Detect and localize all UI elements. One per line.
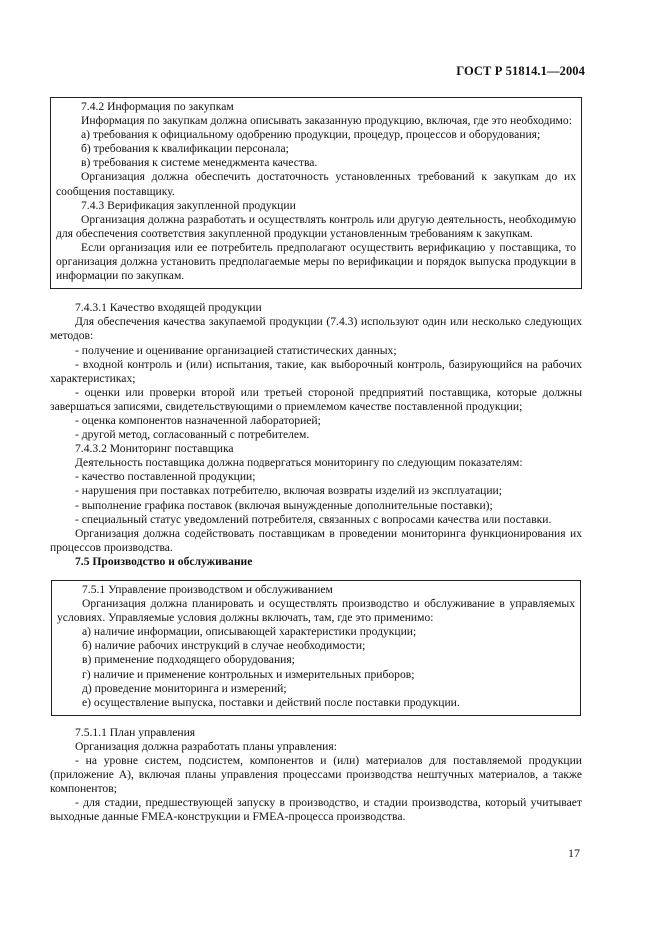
list-item: в) применение подходящего оборудования; [82, 653, 295, 667]
clause-heading: 7.4.2 Информация по закупкам [81, 100, 234, 113]
paragraph: Организация должна обеспечить достаточность установленных требований к закупкам до их сообщения поставщику. [56, 170, 576, 198]
list-item: - на уровне систем, подсистем, компонентов и (или) материалов для поставляемой продукции (приложение А), включая планы управления процессами производства нештучных материалов, а также компонентов; [50, 754, 582, 796]
list-item: - выполнение графика поставок (включая вынужденные дополнительные поставки); [75, 498, 493, 512]
list-item: - специальный статус уведомлений потребителя, связанных с вопросами качества или поставки. [75, 512, 552, 526]
list-item: б) наличие рабочих инструкций в случае необходимости; [82, 639, 366, 653]
list-item: а) наличие информации, описывающей характеристики продукции; [82, 625, 417, 639]
list-item: - нарушения при поставках потребителю, включая возвраты изделий из эксплуатации; [75, 484, 502, 498]
list-item: е) осуществление выпуска, поставки и действий после поставки продукции. [82, 695, 460, 709]
clause-7-5-1-1-section [50, 726, 582, 825]
bordered-clause-7-4-2 [50, 97, 582, 289]
paragraph: Деятельность поставщика должна подвергаться мониторингу по следующим показателям: [75, 456, 523, 470]
list-item: д) проведение мониторинга и измерений; [82, 681, 287, 695]
list-item: - для стадии, предшествующей запуску в производство, и стадии производства, который учитывает выходные данные FMEA-конструкции и FMEA-процесса производства. [50, 796, 582, 824]
list-item: г) наличие и применение контрольных и измерительных приборов; [82, 667, 415, 681]
list-item: - входной контроль и (или) испытания, такие, как выборочный контроль, базирующийся на рабочих характеристиках; [50, 357, 582, 385]
clause-heading: 7.4.3.1 Качество входящей продукции [75, 301, 262, 315]
section-heading: 7.5 Производство и обслуживание [75, 554, 253, 568]
paragraph: Организация должна разработать и осуществлять контроль или другую деятельность, необходимую для обеспечения соответствия закупленной продукции установленным требованиям к закупкам. [56, 212, 576, 240]
page-content [50, 97, 582, 825]
paragraph: Если организация или ее потребитель предполагают осуществить верификацию у поставщика, то организация должна установить предполагаемые меры по верификации и порядок выпуска продукции в информации по закупкам. [56, 240, 576, 283]
clause-heading: 7.5.1.1 План управления [75, 725, 196, 739]
list-item: б) требования к квалификации персонала; [81, 142, 289, 156]
paragraph: Для обеспечения качества закупаемой продукции (7.4.3) используют один или несколько следующих методов: [50, 315, 582, 343]
paragraph: Организация должна разработать планы управления: [75, 739, 337, 753]
paragraph: Организация должна содействовать поставщикам в проведении мониторинга функционирования их процессов производства. [50, 526, 582, 554]
list-item: - оценки или проверки второй или третьей стороной предприятий поставщика, которые должны завершаться записями, свидетельствующими о приемлемом качестве поставленной продукции; [50, 385, 582, 413]
clause-7-4-3-1-section [50, 301, 582, 569]
clause-heading: 7.4.3 Верификация закупленной продукции [81, 198, 296, 212]
clause-heading: 7.4.3.2 Мониторинг поставщика [75, 442, 234, 456]
paragraph: Организация должна планировать и осуществлять производство и обслуживание в управляемых условиях. Управляемые условия должны включать, там, где это применимо: [57, 597, 575, 625]
list-item: - качество поставленной продукции; [75, 470, 256, 484]
standard-header: ГОСТ Р 51814.1—2004 [456, 64, 585, 78]
paragraph: Информация по закупкам должна описывать заказанную продукцию, включая, где это необходимо: [81, 114, 572, 128]
list-item: - получение и оценивание организацией статистических данных; [75, 343, 397, 357]
clause-heading: 7.5.1 Управление производством и обслуживанием [82, 583, 333, 596]
list-item: а) требования к официальному одобрению продукции, процедур, процессов и оборудования; [81, 128, 541, 142]
page-number: 17 [568, 846, 580, 860]
list-item: - другой метод, согласованный с потребителем. [75, 428, 310, 442]
list-item: - оценка компонентов назначенной лабораторией; [75, 413, 321, 427]
list-item: в) требования к системе менеджмента качества. [81, 156, 318, 170]
bordered-clause-7-5-1 [51, 580, 581, 716]
